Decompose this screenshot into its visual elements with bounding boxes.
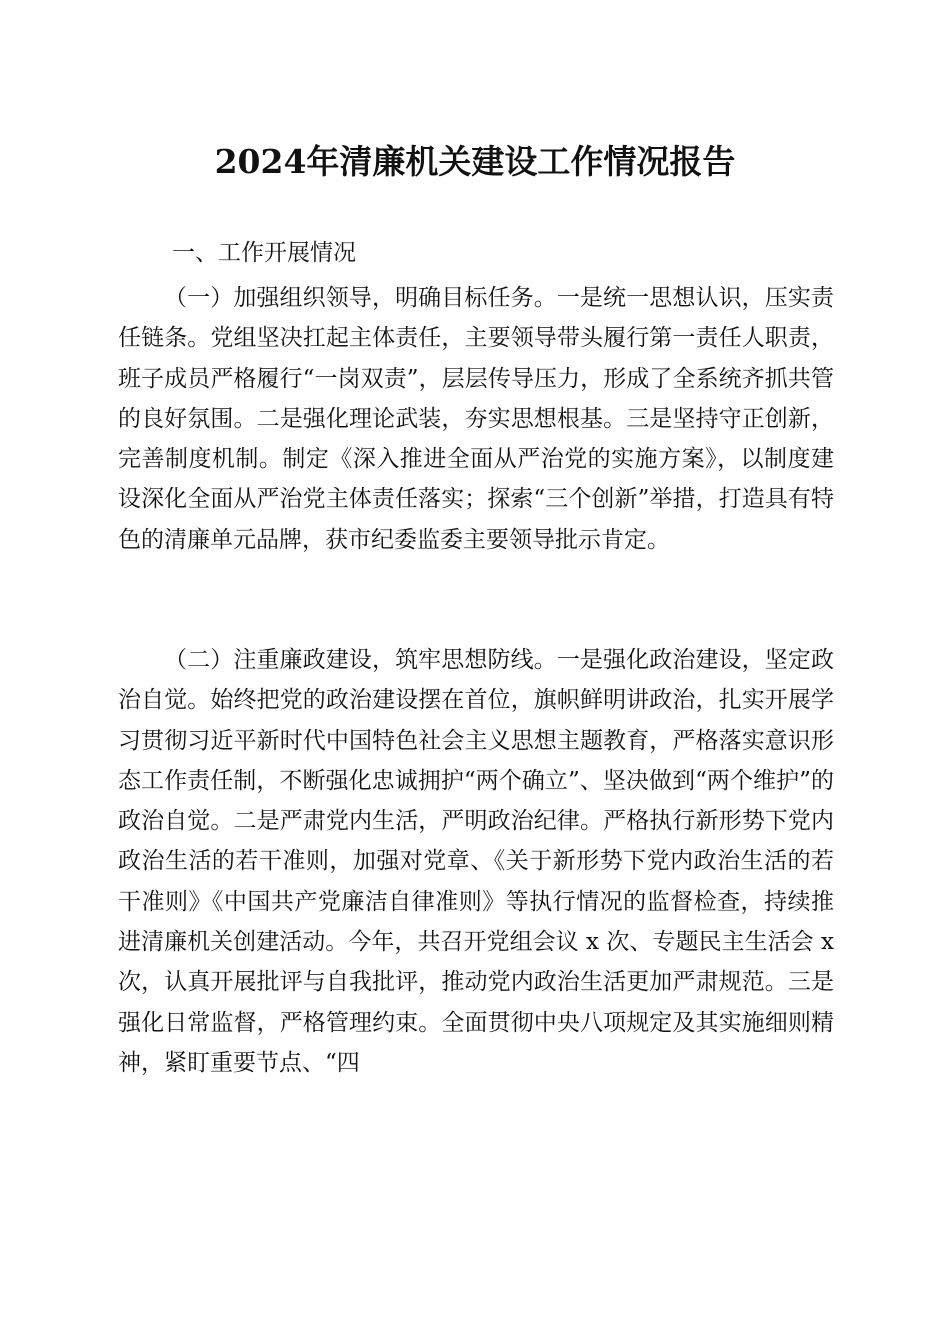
paragraph-organizational-leadership: （一）加强组织领导，明确目标任务。一是统一思想认识，压实责任链条。党组坚决扛起主体责任，主要领导带头履行第一责任人职责，班子成员严格履行“一岗双责”，层层传导压力，形成了全系统齐抓共管的良好氛围。二是强化理论武装，夯实思想根基。三是坚持守正创新，完善制度机制。制定《深入推进全面从严治党的实施方案》，以制度建设深化全面从严治党主体责任落实；探索“三个创新”举措，打造具有特色的清廉单元品牌，获市纪委监委主要领导批示肯定。: [118, 285, 834, 553]
document-title: 2024年清廉机关建设工作情况报告: [214, 142, 736, 181]
section-heading-work-progress: 一、工作开展情况: [172, 240, 356, 266]
paragraph-integrity-building: （二）注重廉政建设，筑牢思想防线。一是强化政治建设，坚定政治自觉。始终把党的政治建设摆在首位，旗帜鲜明讲政治，扎实开展学习贯彻习近平新时代中国特色社会主义思想主题教育，严格落实意识形态工作责任制，不断强化忠诚拥护“两个确立”、坚决做到“两个维护”的政治自觉。二是严肃党内生活，严明政治纪律。严格执行新形势下党内政治生活的若干准则，加强对党章、《关于新形势下党内政治生活的若干准则》《中国共产党廉洁自律准则》等执行情况的监督检查，持续推进清廉机关创建活动。今年，共召开党组会议 x 次、专题民主生活会 x 次，认真开展批评与自我批评，推动党内政治生活更加严肃规范。三是强化日常监督，严格管理约束。全面贯彻中央八项规定及其实施细则精神，紧盯重要节点、“四: [118, 647, 834, 1076]
